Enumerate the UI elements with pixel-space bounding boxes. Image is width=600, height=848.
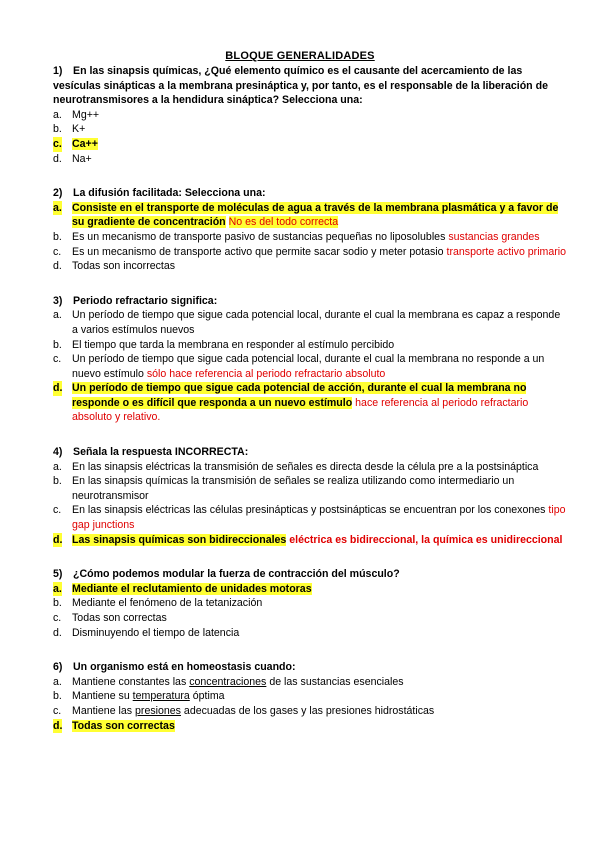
options-list (52, 201, 567, 274)
option-d-correct: d. Todas son correctas (53, 719, 175, 732)
option-b: b. K+ (53, 123, 86, 136)
annotation-note: transporte activo primario (446, 245, 567, 258)
options-list (52, 108, 567, 166)
option-a: a. Mantiene constantes las concentraciones de las sustancias esenciales (53, 675, 404, 688)
question-text: 2) La difusión facilitada: Selecciona una: (53, 187, 266, 200)
option-a: a. Un período de tiempo que sigue cada potencial local, durante el cual la membrana es capaz a responde a varios estímulos nuevos (53, 309, 561, 336)
option-a-correct: a. Consiste en el transporte de moléculas de agua a través de la membrana plasmática y a favor de su gradiente de concentración No es del todo correcta (53, 201, 559, 229)
annotation-note: sólo hace referencia al periodo refractario absoluto (146, 367, 386, 380)
option-a: a. En las sinapsis eléctricas la transmisión de señales es directa desde la célula pre a la postsináptica (53, 460, 539, 473)
option-a-correct: a. Mediante el reclutamiento de unidades motoras (53, 582, 312, 595)
question-text: 1) En las sinapsis químicas, ¿Qué elemento químico es el causante del acercamiento de las vesículas sinápticas a la membrana presináptica y, por tanto, es el responsable de la liberación de neurotransmisores a la hendidura sináptica? Selecciona una: (53, 65, 548, 107)
question-text: 6) Un organismo está en homeostasis cuando: (53, 661, 296, 674)
question-4 (52, 445, 567, 547)
options-list (52, 675, 567, 733)
option-b: b. Mantiene su temperatura óptima (53, 690, 225, 703)
question-3 (52, 294, 567, 425)
options-list (52, 308, 567, 425)
options-list (52, 460, 567, 548)
question-text: 4) Señala la respuesta INCORRECTA: (53, 446, 249, 459)
option-b: b. En las sinapsis químicas la transmisión de señales se realiza utilizando como intermediario un neurotransmisor (53, 475, 515, 502)
option-c: c. En las sinapsis eléctricas las células presinápticas y postsinápticas se encuentran por los conexones tipo gap junctions (53, 504, 566, 532)
option-b: b. Mediante el fenómeno de la tetanización (53, 597, 263, 610)
question-number: 4) (53, 446, 63, 459)
question-text: 3) Periodo refractario significa: (53, 294, 218, 307)
question-5 (52, 567, 567, 640)
option-c: c. Es un mecanismo de transporte activo que permite sacar sodio y meter potasio transporte activo primario (53, 245, 567, 258)
question-number: 3) (53, 294, 63, 307)
option-c-correct: c. Ca++ (53, 137, 98, 150)
option-d-correct: d. Las sinapsis químicas son bidireccionales eléctrica es bidireccional, la química es unidireccional (53, 533, 563, 546)
option-c: c. Mantiene las presiones adecuadas de los gases y las presiones hidrostáticas (53, 704, 435, 717)
annotation-note: No es del todo correcta (228, 216, 339, 229)
quiz-content (52, 64, 567, 733)
annotation-note: sustancias grandes (448, 230, 540, 243)
question-number: 2) (53, 187, 63, 200)
option-b: b. El tiempo que tarda la membrana en responder al estímulo percibido (53, 338, 395, 351)
annotation-note: tipo gap junctions (72, 504, 566, 532)
question-6 (52, 660, 567, 733)
option-d: d. Disminuyendo el tiempo de latencia (53, 626, 240, 639)
option-d: d. Todas son incorrectas (53, 260, 176, 273)
question-number: 6) (53, 661, 63, 674)
annotation-note: eléctrica es bidireccional, la química es unidireccional (289, 533, 563, 546)
page-title: BLOQUE GENERALIDADES (225, 50, 375, 62)
question-text: 5) ¿Cómo podemos modular la fuerza de contracción del músculo? (53, 568, 400, 581)
options-list (52, 582, 567, 640)
question-number: 1) (53, 65, 63, 77)
option-d-correct: d. Un período de tiempo que sigue cada potencial de acción, durante el cual la membrana no responde o es difícil que responda a un nuevo estímulo hace referencia al periodo refractario absoluto y relativo. (53, 382, 529, 424)
option-d: d. Na+ (53, 152, 92, 165)
option-c: c. Un período de tiempo que sigue cada potencial local, durante el cual la membrana no responde a un nuevo estímulo sólo hace referencia al periodo refractario absoluto (53, 353, 545, 380)
question-2 (52, 186, 567, 274)
question-number: 5) (53, 568, 63, 581)
question-1 (52, 64, 567, 166)
annotation-note: hace referencia al periodo refractario absoluto y relativo. (72, 396, 529, 424)
option-b: b. Es un mecanismo de transporte pasivo de sustancias pequeñas no liposolubles sustancias grandes (53, 230, 540, 243)
option-c: c. Todas son correctas (53, 612, 167, 624)
option-a: a. Mg++ (53, 108, 100, 121)
